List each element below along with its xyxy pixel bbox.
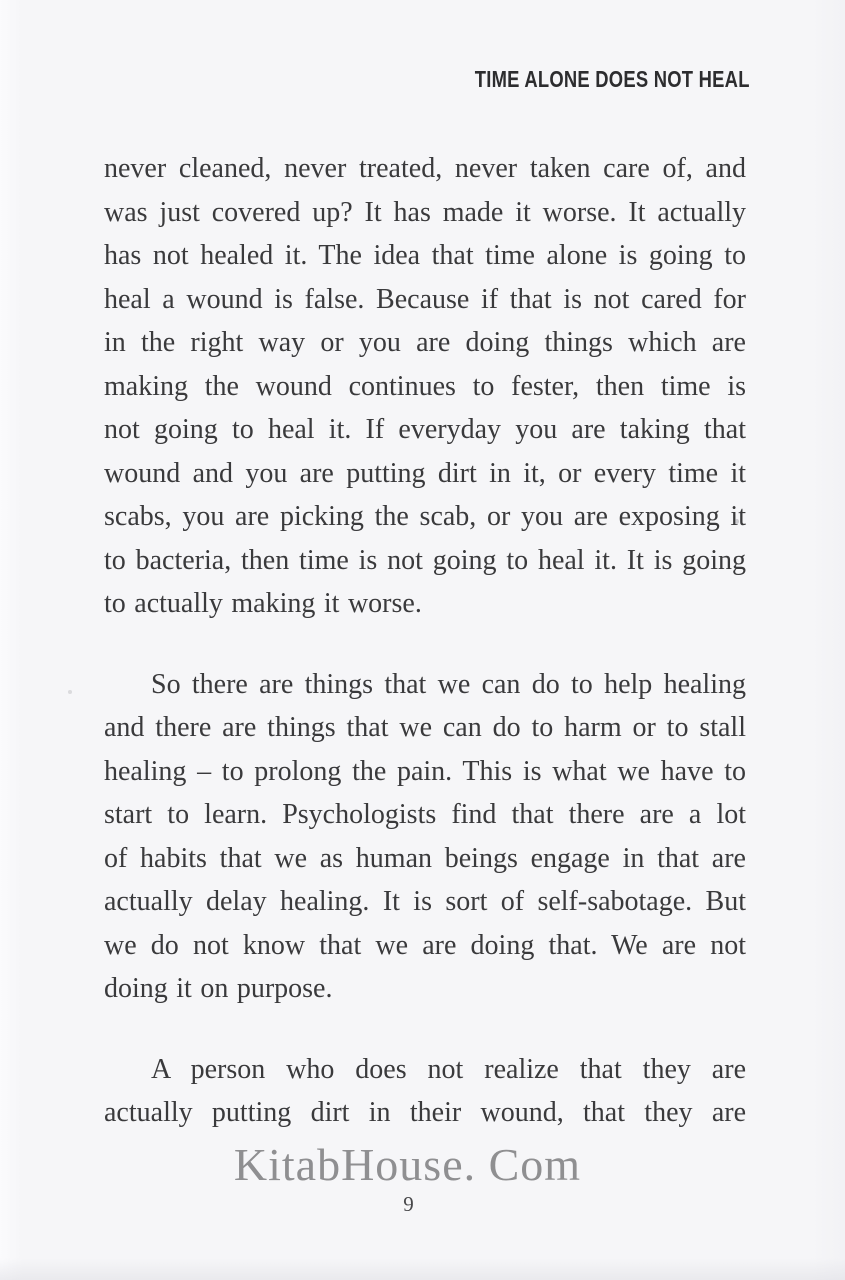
text-line: start to learn. Psychologists find that there are a lot	[104, 799, 746, 830]
body-text	[104, 147, 746, 1135]
text-line: wound and you are putting dirt in it, or every time it	[104, 457, 746, 489]
text-line: in the right way or you are doing things which are	[104, 327, 746, 358]
scan-speck	[735, 519, 739, 524]
text-line: to actually making it worse.	[104, 588, 422, 619]
text-line: actually delay healing. It is sort of self-sabotage. But	[104, 886, 746, 917]
text-line: scabs, you are picking the scab, or you are exposing it	[104, 501, 746, 532]
text-line: we do not know that we are doing that. We are not	[104, 929, 746, 961]
text-line: healing – to prolong the pain. This is what we have to	[104, 755, 746, 787]
text-line: A person who does not realize that they are	[151, 1053, 746, 1085]
text-line: of habits that we as human beings engage in that are	[104, 842, 746, 874]
text-line: heal a wound is false. Because if that is not cared for	[104, 283, 746, 315]
text-line: making the wound continues to fester, then time is	[104, 370, 746, 402]
text-line: never cleaned, never treated, never taken care of, and	[104, 153, 746, 184]
paragraph-2	[104, 663, 746, 1011]
text-line: So there are things that we can do to help healing	[151, 668, 746, 700]
text-line: has not healed it. The idea that time alone is going to	[104, 240, 746, 271]
text-line: and there are things that we can do to harm or to stall	[104, 712, 746, 743]
scan-speck	[68, 690, 72, 694]
text-line: to bacteria, then time is not going to heal it. It is going	[104, 544, 746, 576]
text-line: actually putting dirt in their wound, that they are	[104, 1097, 746, 1128]
watermark: KitabHouse. Com	[233, 1139, 582, 1190]
paragraph-3	[104, 1048, 746, 1135]
page-number: 9	[403, 1192, 414, 1216]
text-line: was just covered up? It has made it worse. It actually	[104, 196, 746, 228]
text-line: doing it on purpose.	[104, 973, 333, 1004]
paragraph-1	[104, 147, 746, 626]
text-line: not going to heal it. If everyday you are taking that	[104, 414, 746, 445]
running-head: TIME ALONE DOES NOT HEAL	[475, 66, 750, 92]
